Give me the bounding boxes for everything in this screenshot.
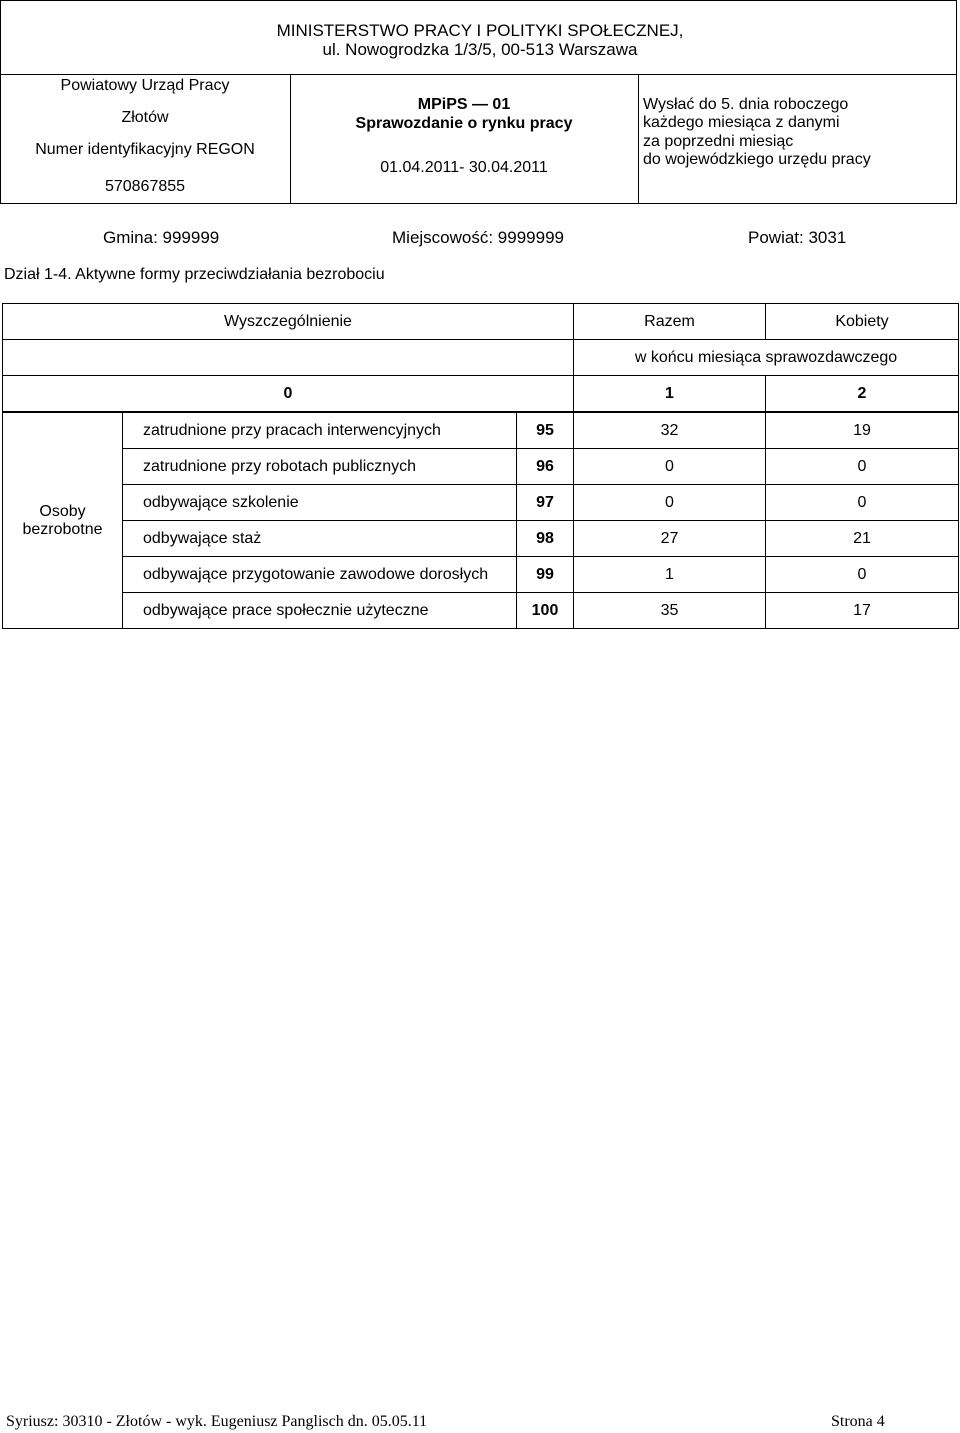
powiat-field: Powiat: 3031 xyxy=(748,228,847,247)
row-total: 0 xyxy=(574,449,766,485)
column-index-1: 1 xyxy=(574,376,766,412)
gmina-field: Gmina: 999999 xyxy=(103,228,220,247)
row-label: odbywające przygotowanie zawodowe dorosłych xyxy=(123,557,517,593)
regon-value: 570867855 xyxy=(104,178,186,195)
row-label: odbywające staż xyxy=(123,521,517,557)
column-header-women: Kobiety xyxy=(766,304,959,340)
footer-generator-info: Syriusz: 30310 - Złotów - wyk. Eugeniusz Panglisch dn. 05.05.11 xyxy=(6,1413,428,1430)
column-subheader: w końcu miesiąca sprawozdawczego xyxy=(574,340,959,376)
report-period: 01.04.2011- 30.04.2011 xyxy=(380,159,548,176)
data-table xyxy=(2,303,959,629)
row-women: 19 xyxy=(766,413,959,449)
office-name: Powiatowy Urząd Pracy xyxy=(60,77,230,94)
column-header-total: Razem xyxy=(574,304,766,340)
row-total: 1 xyxy=(574,557,766,593)
table-subheader-row xyxy=(3,340,959,376)
row-women: 17 xyxy=(766,593,959,629)
ministry-address: ul. Nowogrodzka 1/3/5, 00-513 Warszawa xyxy=(322,40,638,59)
send-instruction-line1: Wysłać do 5. dnia roboczego xyxy=(643,96,849,113)
header-column-divider xyxy=(290,74,291,204)
section-title: Dział 1-4. Aktywne formy przeciwdziałania bezrobociu xyxy=(4,266,385,283)
row-label: odbywające prace społecznie użyteczne xyxy=(123,593,517,629)
table-row xyxy=(3,485,959,521)
table-index-row xyxy=(3,376,959,412)
row-women: 0 xyxy=(766,485,959,521)
header-column-divider xyxy=(638,74,639,204)
row-total: 27 xyxy=(574,521,766,557)
page-number: Strona 4 xyxy=(831,1413,885,1430)
column-index-2: 2 xyxy=(766,376,959,412)
miejscowosc-field: Miejscowość: 9999999 xyxy=(392,228,564,247)
regon-label: Numer identyfikacyjny REGON xyxy=(35,141,255,158)
row-number: 97 xyxy=(517,485,574,521)
row-total: 35 xyxy=(574,593,766,629)
row-number: 99 xyxy=(517,557,574,593)
office-city: Złotów xyxy=(121,109,169,126)
row-women: 0 xyxy=(766,449,959,485)
send-instruction-line4: do wojewódzkiego urzędu pracy xyxy=(643,151,871,168)
form-code: MPiPS — 01 xyxy=(417,96,511,113)
send-instruction-line3: za poprzedni miesiąc xyxy=(643,133,794,150)
row-women: 0 xyxy=(766,557,959,593)
row-number: 98 xyxy=(517,521,574,557)
table-row xyxy=(3,449,959,485)
header-divider xyxy=(0,74,957,75)
column-header-specification: Wyszczególnienie xyxy=(3,304,574,340)
row-number: 95 xyxy=(517,413,574,449)
row-number: 96 xyxy=(517,449,574,485)
row-total: 32 xyxy=(574,413,766,449)
form-title: Sprawozdanie o rynku pracy xyxy=(355,115,573,132)
table-row xyxy=(3,413,959,449)
row-women: 21 xyxy=(766,521,959,557)
table-row xyxy=(3,521,959,557)
empty-cell xyxy=(3,340,574,376)
table-header-row xyxy=(3,304,959,340)
ministry-name: MINISTERSTWO PRACY I POLITYKI SPOŁECZNEJ, xyxy=(276,21,684,40)
row-label: zatrudnione przy robotach publicznych xyxy=(123,449,517,485)
group-label: Osoby bezrobotne xyxy=(3,413,123,629)
send-instruction-line2: każdego miesiąca z danymi xyxy=(643,114,840,131)
row-total: 0 xyxy=(574,485,766,521)
row-label: odbywające szkolenie xyxy=(123,485,517,521)
column-index-0: 0 xyxy=(3,376,574,412)
table-row xyxy=(3,593,959,629)
table-row xyxy=(3,557,959,593)
row-label: zatrudnione przy pracach interwencyjnych xyxy=(123,413,517,449)
row-number: 100 xyxy=(517,593,574,629)
